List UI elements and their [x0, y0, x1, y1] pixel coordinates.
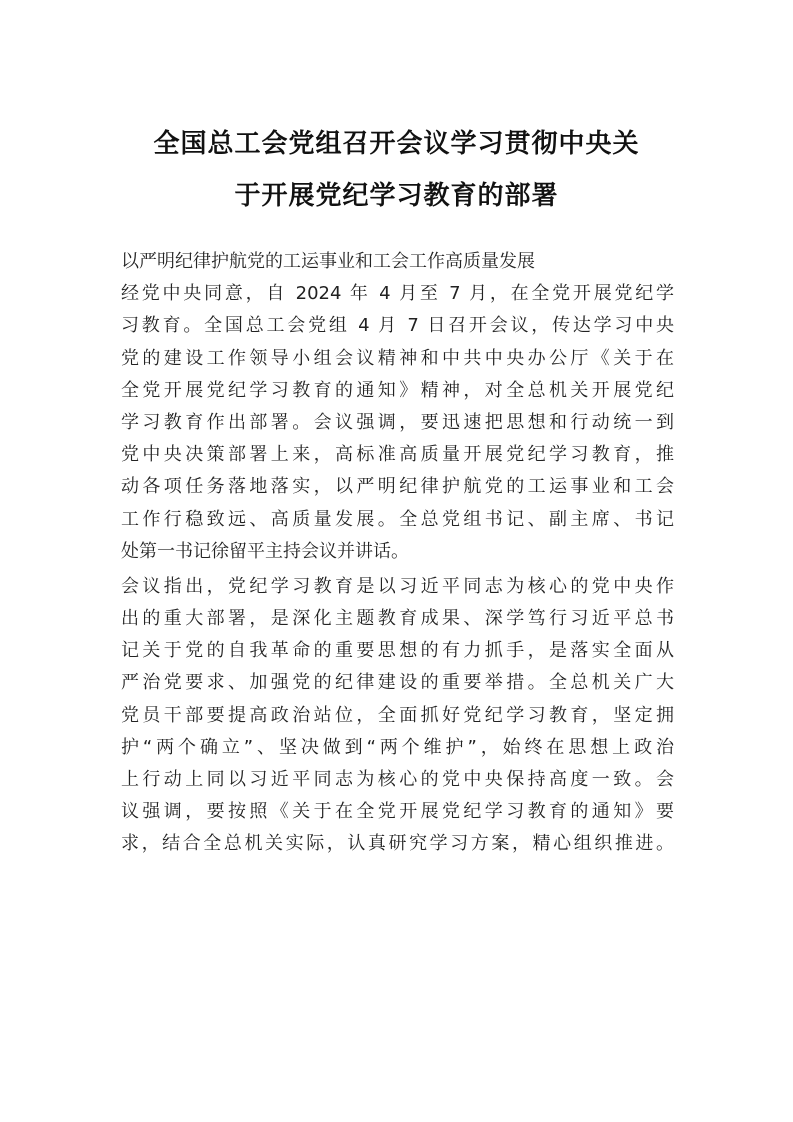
- paragraph-2-line: 记关于党的自我革命的重要思想的有力抓手，是落实全面从: [121, 640, 674, 662]
- paragraph-2-line: 上行动上同以习近平同志为核心的党中央保持高度一致。会: [121, 769, 674, 790]
- paragraph-2-line: 护“两个确立”、坚决做到“两个维护”，始终在思想上政治: [121, 736, 674, 758]
- paragraph-1-line: 全党开展党纪学习教育的通知》精神，对全总机关开展党纪: [121, 379, 674, 401]
- paragraph-1-line: 处第一书记徐留平主持会议并讲话。: [121, 540, 409, 562]
- paragraph-2-line: 出的重大部署，是深化主题教育成果、深学笃行习近平总书: [121, 608, 674, 630]
- paragraph-1-line: 党的建设工作领导小组会议精神和中共中央办公厅《关于在: [121, 347, 674, 369]
- paragraph-1-line: 经党中央同意，自 2024 年 4 月至 7 月，在全党开展党纪学: [121, 283, 674, 305]
- paragraph-2-line: 求，结合全总机关实际，认真研究学习方案，精心组织推进。: [121, 833, 674, 855]
- title-line-1: 全国总工会党组召开会议学习贯彻中央关: [153, 129, 640, 159]
- paragraph-2: [121, 571, 674, 861]
- paragraph-1-line: 习教育。全国总工会党组 4 月 7 日召开会议，传达学习中央: [121, 315, 674, 337]
- paragraph-1-line: 学习教育作出部署。会议强调，要迅速把思想和行动统一到: [121, 411, 674, 433]
- paragraph-2-line: 严治党要求、加强党的纪律建设的重要举措。全总机关广大: [121, 672, 674, 694]
- paragraph-1-line: 工作行稳致远、高质量发展。全总党组书记、副主席、书记: [121, 508, 674, 530]
- title-line-2: 于开展党纪学习教育的部署: [234, 181, 559, 211]
- document-title: [120, 118, 673, 222]
- paragraph-2-line: 会议指出，党纪学习教育是以习近平同志为核心的党中央作: [121, 575, 674, 597]
- subtitle-line: 以严明纪律护航党的工运事业和工会工作高质量发展: [121, 251, 535, 272]
- paragraph-2-line: 党员干部要提高政治站位，全面抓好党纪学习教育，坚定拥: [121, 704, 674, 726]
- paragraph-1-line: 动各项任务落地落实，以严明纪律护航党的工运事业和工会: [121, 476, 674, 498]
- paragraph-1-line: 党中央决策部署上来，高标准高质量开展党纪学习教育，推: [121, 444, 674, 466]
- paragraph-2-line: 议强调，要按照《关于在全党开展党纪学习教育的通知》要: [121, 801, 674, 823]
- paragraph-1: [121, 278, 674, 568]
- document-body: [121, 246, 674, 861]
